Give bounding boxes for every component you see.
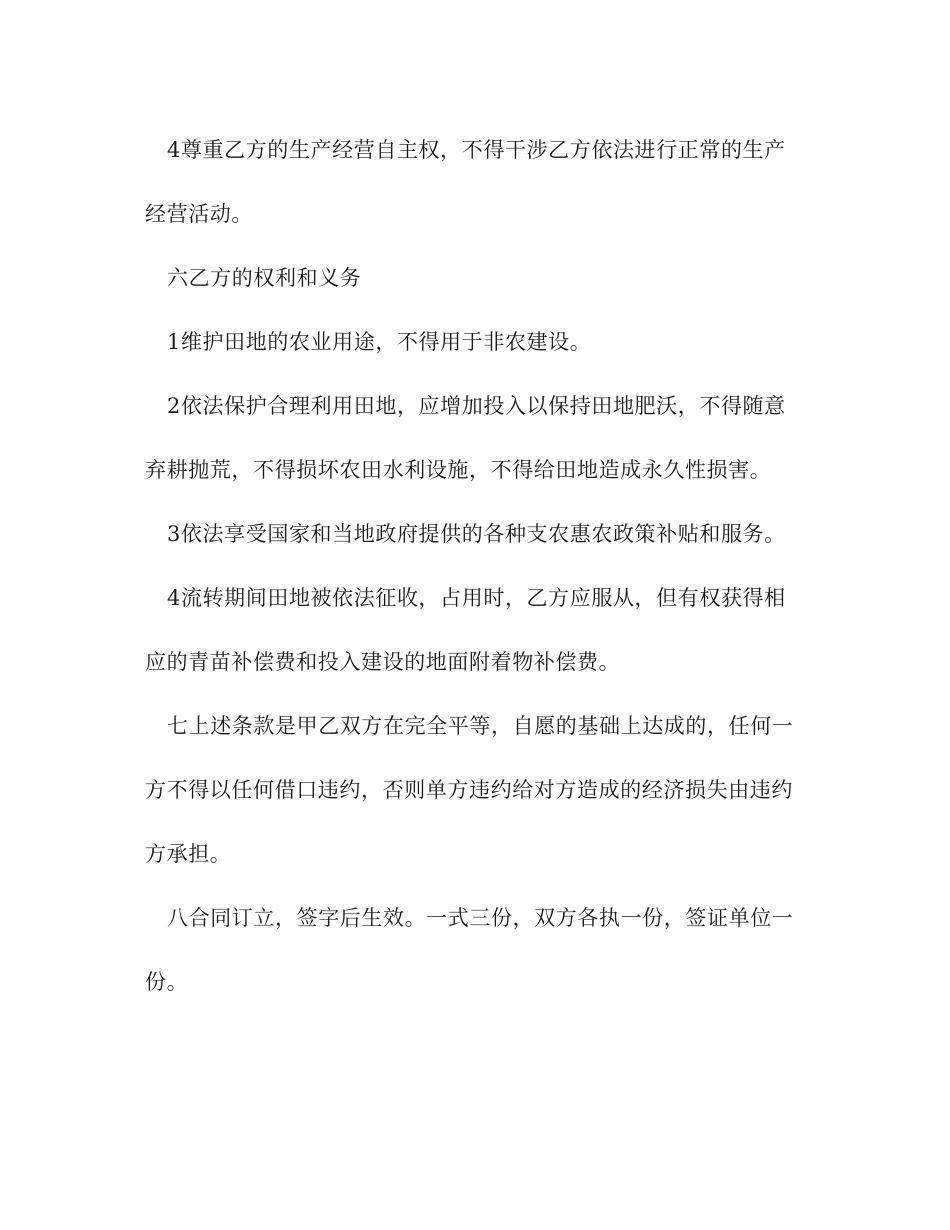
paragraph-line: 1维护田地的农业用途，不得用于非农建设。 <box>167 330 592 354</box>
paragraph-line: 弃耕抛荒，不得损坏农田水利设施，不得给田地造成永久性损害。 <box>145 458 772 482</box>
paragraph-line: 4流转期间田地被依法征收，占用时，乙方应服从，但有权获得相 <box>167 586 786 610</box>
paragraph-line: 经营活动。 <box>145 202 253 226</box>
paragraph-line: 份。 <box>145 970 189 994</box>
paragraph-line: 方不得以任何借口违约，否则单方违约给对方造成的经济损失由违约 <box>145 778 793 802</box>
paragraph-line: 4尊重乙方的生产经营自主权，不得干涉乙方依法进行正常的生产 <box>167 138 786 162</box>
paragraph-line: 方承担。 <box>145 842 232 866</box>
section-heading: 六乙方的权利和义务 <box>167 266 362 290</box>
contract-text-body <box>145 118 810 1014</box>
paragraph-line: 七上述条款是甲乙双方在完全平等，自愿的基础上达成的，任何一 <box>167 714 794 738</box>
paragraph-line: 八合同订立，签字后生效。一式三份，双方各执一份，签证单位一 <box>167 906 794 930</box>
paragraph-line: 应的青苗补偿费和投入建设的地面附着物补偿费。 <box>145 650 621 674</box>
paragraph-line: 3依法享受国家和当地政府提供的各种支农惠农政策补贴和服务。 <box>167 522 786 546</box>
paragraph-line: 2依法保护合理利用田地，应增加投入以保持田地肥沃，不得随意 <box>167 394 786 418</box>
